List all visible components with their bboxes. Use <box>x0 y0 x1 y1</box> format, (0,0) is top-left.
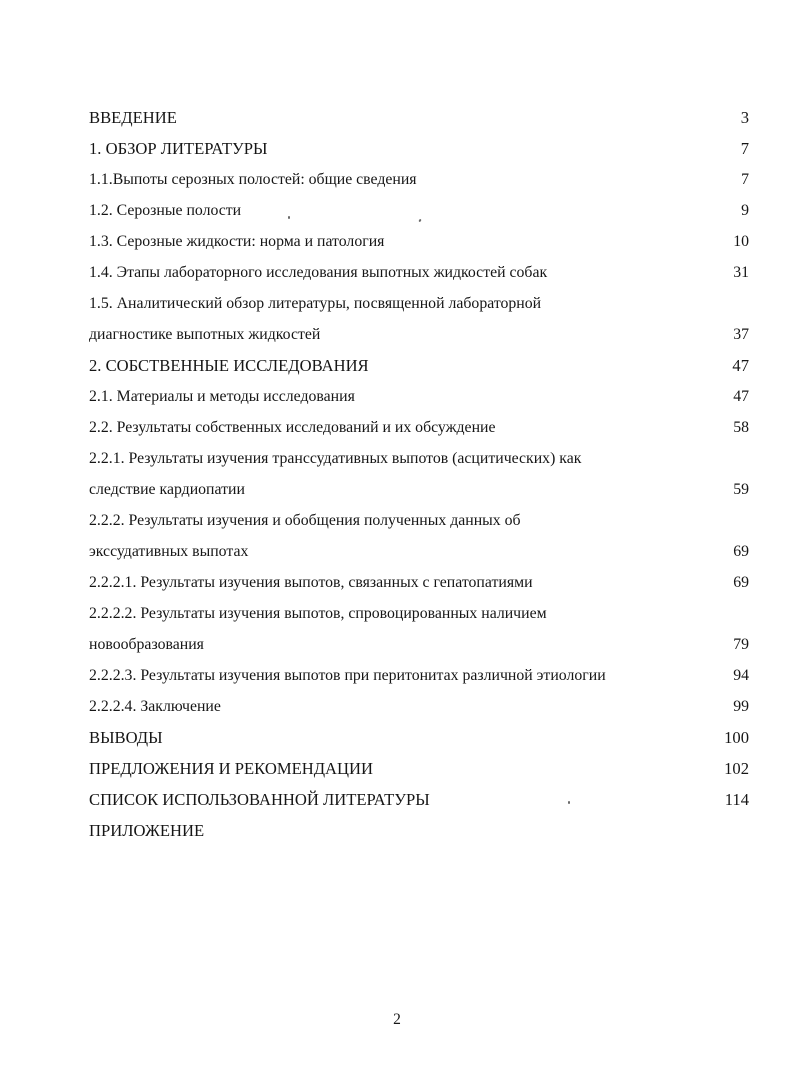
toc-entry-title: 2.2.2.2. Результаты изучения выпотов, спровоцированных наличием <box>89 605 547 622</box>
scan-speck <box>288 216 290 219</box>
toc-entry-title: ВЫВОДЫ <box>89 728 163 747</box>
toc-entry-page: 79 <box>733 636 749 653</box>
toc-entry-title: экссудативных выпотах <box>89 543 249 560</box>
toc-entry-title: 2.2.2.1. Результаты изучения выпотов, связанных с гепатопатиями <box>89 574 533 591</box>
toc-entry <box>89 257 749 288</box>
toc-entry-title: 1.4. Этапы лабораторного исследования выпотных жидкостей собак <box>89 264 548 281</box>
toc-entry-title: 1.3. Серозные жидкости: норма и патология <box>89 233 385 250</box>
scan-speck <box>568 801 570 804</box>
toc-entry <box>89 226 749 257</box>
toc-entry-page: 99 <box>733 698 749 715</box>
toc-entry-page: 10 <box>733 233 749 250</box>
toc-entry <box>89 536 749 567</box>
toc-entry <box>89 598 749 629</box>
toc-entry-title: 2.2. Результаты собственных исследований и их обсуждение <box>89 419 496 436</box>
toc-entry <box>89 288 749 319</box>
toc-entry-title: ВВЕДЕНИЕ <box>89 108 177 127</box>
toc-entry-page: 31 <box>733 264 749 281</box>
toc-entry <box>89 505 749 536</box>
toc-entry-page: 9 <box>741 202 749 219</box>
toc-entry-title: ПРИЛОЖЕНИЕ <box>89 821 205 840</box>
toc-entry-page: 69 <box>733 543 749 560</box>
toc-entry <box>89 567 749 598</box>
toc-entry-title: диагностике выпотных жидкостей <box>89 326 321 343</box>
toc-entry <box>89 629 749 660</box>
toc-entry-page: 37 <box>733 326 749 343</box>
toc-entry-page: 7 <box>740 139 749 158</box>
toc-entry <box>89 443 749 474</box>
toc-entry-page: 69 <box>733 574 749 591</box>
toc-entry <box>89 350 749 381</box>
toc-entry <box>89 722 749 753</box>
toc-entry <box>89 164 749 195</box>
toc-entry-title: 2. СОБСТВЕННЫЕ ИССЛЕДОВАНИЯ <box>89 356 369 375</box>
toc-entry-title: 2.2.2. Результаты изучения и обобщения полученных данных об <box>89 512 521 529</box>
toc-entry <box>89 660 749 691</box>
toc-entry <box>89 474 749 505</box>
toc-entry-page: 100 <box>724 728 749 747</box>
toc-entry-title: новообразования <box>89 636 204 653</box>
toc-entry-title: 2.2.2.4. Заключение <box>89 698 221 715</box>
toc-entry-page: 58 <box>733 419 749 436</box>
toc-entry-page: 114 <box>724 790 749 809</box>
toc-entry-title: 2.1. Материалы и методы исследования <box>89 388 355 405</box>
toc-entry-title: 1.1.Выпоты серозных полостей: общие сведения <box>89 171 417 188</box>
toc-entry-title: 1.5. Аналитический обзор литературы, посвященной лабораторной <box>89 295 542 312</box>
toc-entry-title: СПИСОК ИСПОЛЬЗОВАННОЙ ЛИТЕРАТУРЫ <box>89 790 430 809</box>
toc-entry-page: 102 <box>724 759 749 778</box>
toc-entry-page: 47 <box>733 388 749 405</box>
toc-entry-title: 2.2.1. Результаты изучения транссудативных выпотов (асцитических) как <box>89 450 582 467</box>
toc-entry <box>89 412 749 443</box>
toc-entry <box>89 133 749 164</box>
toc-entry <box>89 753 749 784</box>
toc-entry-title: 1.2. Серозные полости <box>89 202 242 219</box>
page-number: 2 <box>393 1011 401 1028</box>
toc-entry-page: 94 <box>733 667 749 684</box>
toc-entry <box>89 815 749 846</box>
toc-entry-title: ПРЕДЛОЖЕНИЯ И РЕКОМЕНДАЦИИ <box>89 759 373 778</box>
toc-entry <box>89 784 749 815</box>
toc-entry <box>89 319 749 350</box>
toc-entry-page: 47 <box>732 356 749 375</box>
toc-entry-page: 7 <box>741 171 749 188</box>
toc-entry <box>89 102 749 133</box>
toc-entry-page: 3 <box>740 108 749 127</box>
toc-entry-title: 2.2.2.3. Результаты изучения выпотов при перитонитах различной этиологии <box>89 667 606 684</box>
toc-entry <box>89 381 749 412</box>
toc-entry <box>89 691 749 722</box>
table-of-contents <box>89 102 749 846</box>
toc-entry-title: следствие кардиопатии <box>89 481 245 498</box>
toc-entry-title: 1. ОБЗОР ЛИТЕРАТУРЫ <box>89 139 268 158</box>
toc-entry-page: 59 <box>733 481 749 498</box>
